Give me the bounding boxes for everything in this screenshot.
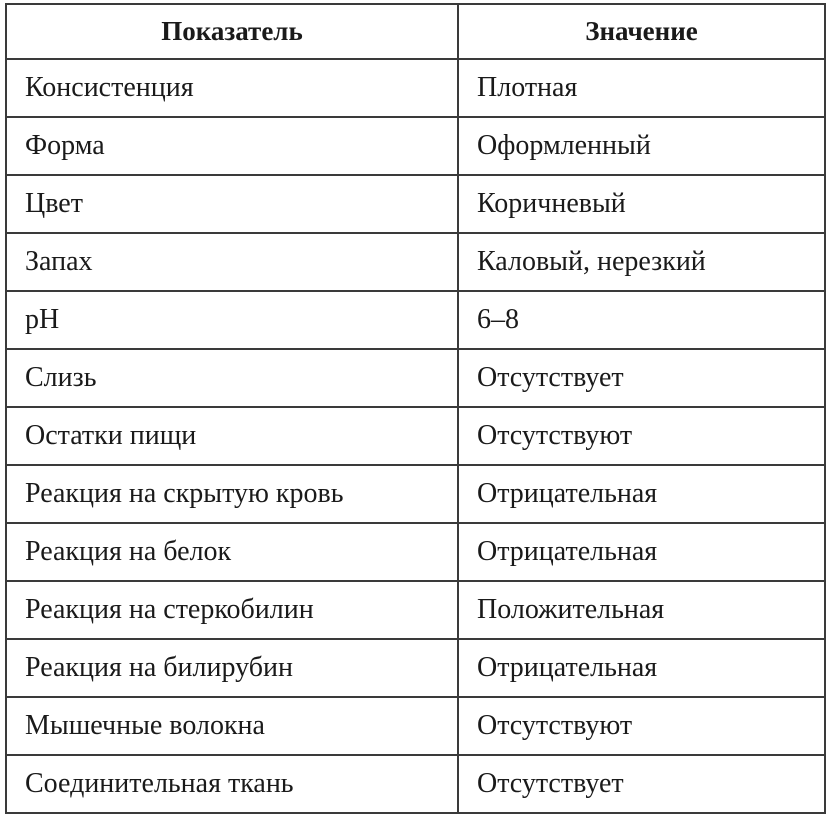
table-row — [6, 697, 825, 755]
table-row — [6, 117, 825, 175]
value-cell: Каловый, нерезкий — [458, 233, 825, 291]
indicator-cell: Слизь — [6, 349, 458, 407]
value-cell: Положительная — [458, 581, 825, 639]
indicator-cell: Реакция на белок — [6, 523, 458, 581]
table-row — [6, 465, 825, 523]
table-row — [6, 175, 825, 233]
value-cell: Отсутствуют — [458, 697, 825, 755]
table-row — [6, 523, 825, 581]
indicator-cell: Запах — [6, 233, 458, 291]
value-cell: Отрицательная — [458, 465, 825, 523]
indicator-cell: pH — [6, 291, 458, 349]
table-row — [6, 59, 825, 117]
value-cell: Отрицательная — [458, 523, 825, 581]
table-row — [6, 291, 825, 349]
value-cell: Коричневый — [458, 175, 825, 233]
value-cell: Отсутствуют — [458, 407, 825, 465]
value-cell: Плотная — [458, 59, 825, 117]
indicator-cell: Цвет — [6, 175, 458, 233]
indicator-cell: Соединительная ткань — [6, 755, 458, 813]
indicator-cell: Реакция на билирубин — [6, 639, 458, 697]
table-row — [6, 349, 825, 407]
indicator-cell: Реакция на скрытую кровь — [6, 465, 458, 523]
column-header-value: Значение — [458, 4, 825, 59]
table-row — [6, 581, 825, 639]
value-cell: Оформленный — [458, 117, 825, 175]
value-cell: 6–8 — [458, 291, 825, 349]
value-cell: Отрицательная — [458, 639, 825, 697]
table-row — [6, 407, 825, 465]
table-container — [5, 3, 824, 814]
table-row — [6, 233, 825, 291]
indicator-cell: Форма — [6, 117, 458, 175]
table-row — [6, 755, 825, 813]
indicator-cell: Мышечные волокна — [6, 697, 458, 755]
indicator-cell: Остатки пищи — [6, 407, 458, 465]
indicator-cell: Реакция на стеркобилин — [6, 581, 458, 639]
indicators-table — [5, 3, 826, 814]
value-cell: Отсутствует — [458, 349, 825, 407]
header-row — [6, 4, 825, 59]
value-cell: Отсутствует — [458, 755, 825, 813]
column-header-indicator: Показатель — [6, 4, 458, 59]
indicator-cell: Консистенция — [6, 59, 458, 117]
table-row — [6, 639, 825, 697]
